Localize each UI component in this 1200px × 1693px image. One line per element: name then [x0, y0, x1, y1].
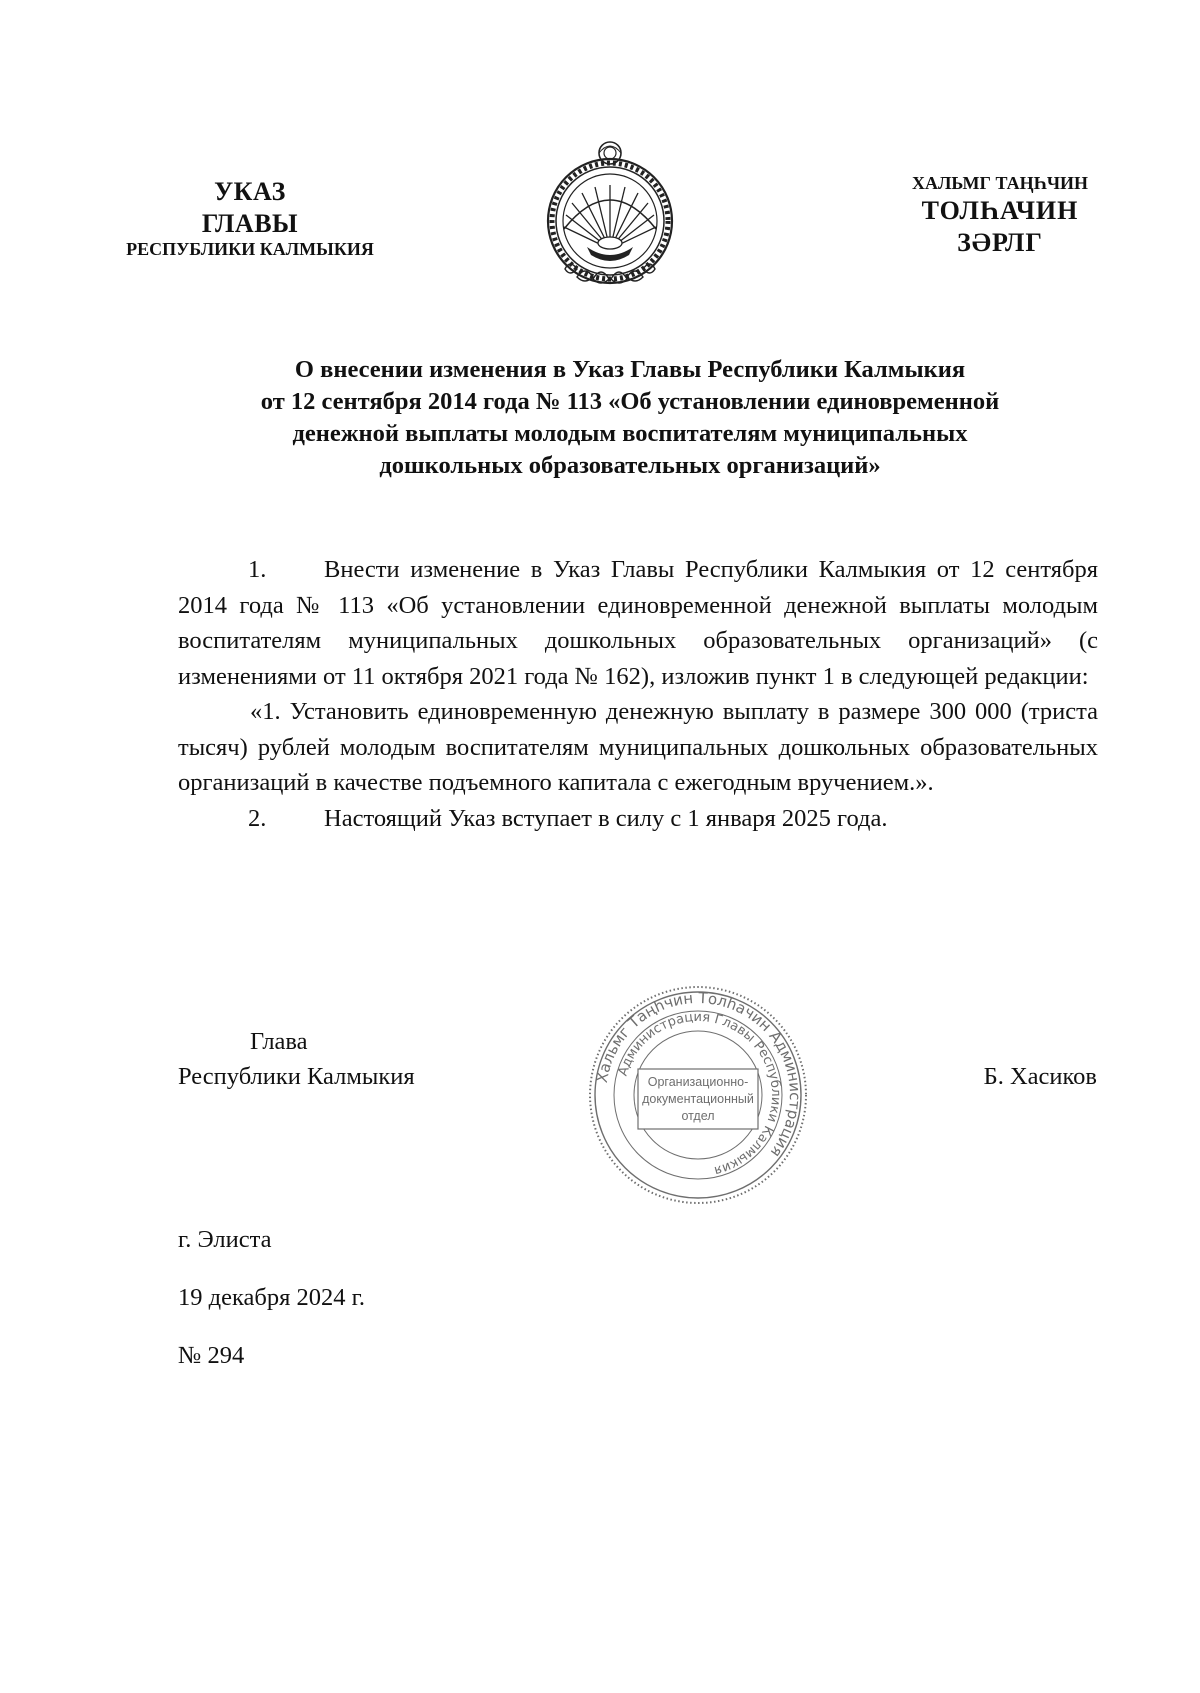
paragraph-1-number: 1. — [248, 556, 267, 583]
header-right-line3: ЗӘРЛГ — [957, 227, 1043, 257]
signatory-title-line1: Глава — [250, 1028, 308, 1055]
header-left-line1: УКАЗ — [214, 177, 286, 206]
title-line: О внесении изменения в Указ Главы Республики Калмыкия — [294, 356, 966, 383]
stamp-inner-arc-text: Администрация Главы Республики Калмыкия — [615, 1009, 784, 1179]
footer-place: г. Элиста — [178, 1226, 272, 1253]
title-line: дошкольных образовательных организаций» — [379, 452, 881, 479]
header-left-line2: ГЛАВЫ — [201, 208, 299, 238]
stamp-center-line1: Организационно- — [647, 1075, 749, 1089]
paragraph-1-text: Внести изменение в Указ Главы Республики Калмыкия от 12 сентября 2014 года № 113 «Об установлении единовременной денежной выплаты молодым воспитателям муниципальных дошкольных образовательных организаций» (с изменениями от 11 октября 2021 года № 162), изложив пункт 1 в следующей редакции: — [178, 556, 1098, 690]
footer-number: № 294 — [178, 1342, 245, 1369]
document-title — [190, 354, 1070, 482]
paragraph-2-text: Настоящий Указ вступает в силу с 1 января 2025 года. — [324, 804, 888, 832]
paragraph-2-number: 2. — [248, 804, 267, 832]
title-line: денежной выплаты молодым воспитателям муниципальных — [292, 420, 968, 447]
footer-date: 19 декабря 2024 г. — [178, 1284, 366, 1311]
header-left-line3: РЕСПУБЛИКИ КАЛМЫКИЯ — [126, 239, 374, 260]
signatory-title — [178, 1024, 415, 1094]
kalmykia-coat-of-arms-icon — [537, 137, 683, 295]
header-left — [80, 176, 420, 261]
header-right-line2: ТОЛҺАЧИН — [921, 195, 1079, 225]
stamp-center-line2: документационный — [642, 1092, 754, 1106]
title-line: от 12 сентября 2014 года № 113 «Об установлении единовременной — [260, 388, 1000, 415]
signatory-title-line2: Республики Калмыкия — [178, 1063, 415, 1090]
document-footer — [178, 1222, 365, 1396]
header-right — [850, 173, 1150, 258]
signatory-name: Б. Хасиков — [983, 1063, 1097, 1090]
paragraph-1 — [178, 552, 1098, 694]
stamp-center-line3: отдел — [681, 1109, 715, 1123]
official-stamp — [586, 983, 810, 1207]
stamp-outer-text: Хальмг Таңһчин Толһачин Администрация — [592, 988, 805, 1161]
document-body — [178, 552, 1098, 836]
paragraph-2 — [178, 801, 1098, 837]
quoted-paragraph: «1. Установить единовременную денежную выплату в размере 300 000 (триста тысяч) рублей молодым воспитателям муниципальных дошкольных образовательных организаций в качестве подъемного капитала с ежегодным вручением.». — [178, 698, 1098, 796]
header-right-line1: ХАЛЬМГ ТАҢҺЧИН — [911, 173, 1089, 193]
